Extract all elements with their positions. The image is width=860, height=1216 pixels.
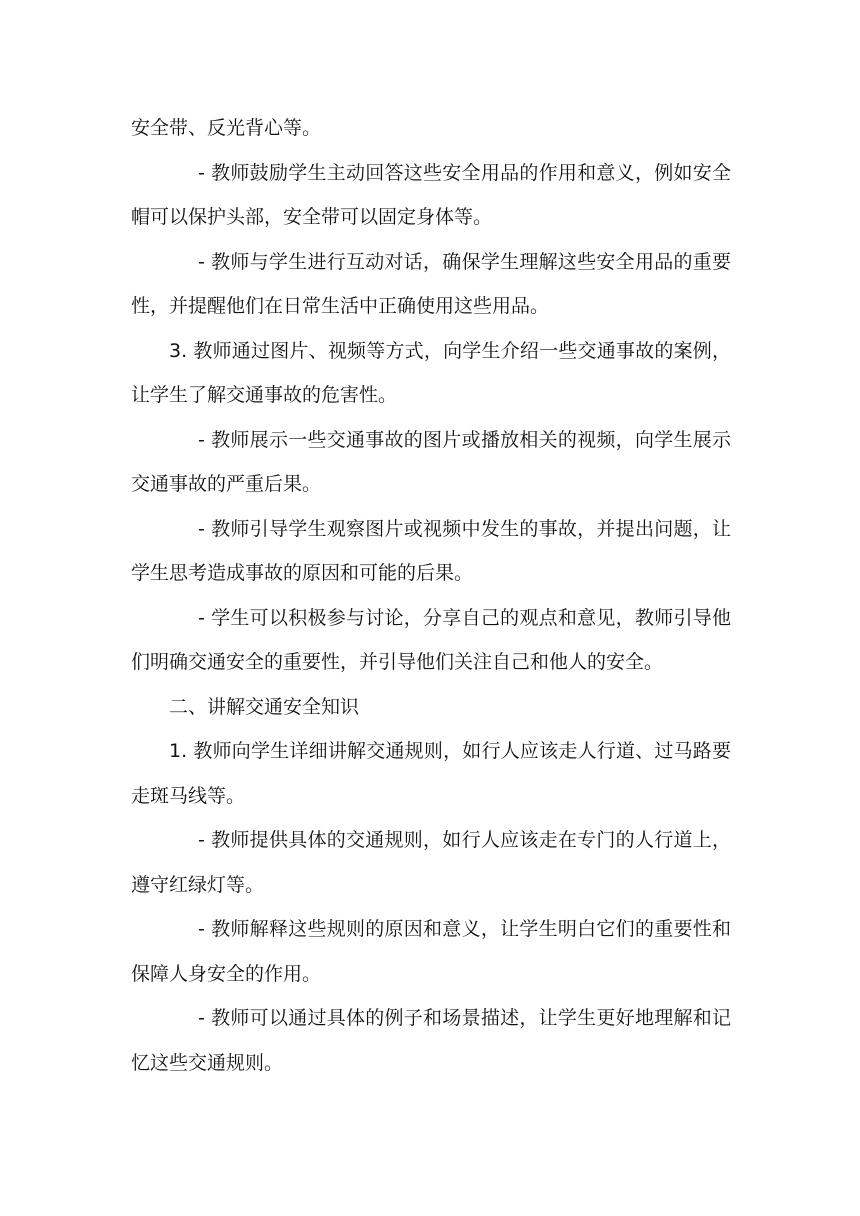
document-body	[131, 106, 731, 1085]
paragraph: - 教师提供具体的交通规则，如行人应该走在专门的人行道上，遵守红绿灯等。	[131, 829, 731, 896]
paragraph: 3. 教师通过图片、视频等方式，向学生介绍一些交通事故的案例，让学生了解交通事故的危害性。	[131, 339, 731, 406]
paragraph: - 教师解释这些规则的原因和意义，让学生明白它们的重要性和保障人身安全的作用。	[131, 918, 731, 985]
paragraph: - 教师展示一些交通事故的图片或播放相关的视频，向学生展示交通事故的严重后果。	[131, 428, 731, 495]
section-heading: 二、讲解交通安全知识	[169, 695, 360, 718]
paragraph: - 教师引导学生观察图片或视频中发生的事故，并提出问题，让学生思考造成事故的原因和可能的后果。	[131, 517, 731, 584]
paragraph: - 教师与学生进行互动对话，确保学生理解这些安全用品的重要性，并提醒他们在日常生活中正确使用这些用品。	[131, 250, 731, 317]
paragraph: 安全带、反光背心等。	[131, 117, 322, 139]
paragraph: - 学生可以积极参与讨论，分享自己的观点和意见，教师引导他们明确交通安全的重要性，并引导他们关注自己和他人的安全。	[131, 606, 731, 673]
paragraph: - 教师可以通过具体的例子和场景描述，让学生更好地理解和记忆这些交通规则。	[131, 1007, 731, 1074]
paragraph: 1. 教师向学生详细讲解交通规则，如行人应该走人行道、过马路要走斑马线等。	[131, 740, 731, 807]
paragraph: - 教师鼓励学生主动回答这些安全用品的作用和意义，例如安全帽可以保护头部，安全带可以固定身体等。	[131, 161, 731, 228]
